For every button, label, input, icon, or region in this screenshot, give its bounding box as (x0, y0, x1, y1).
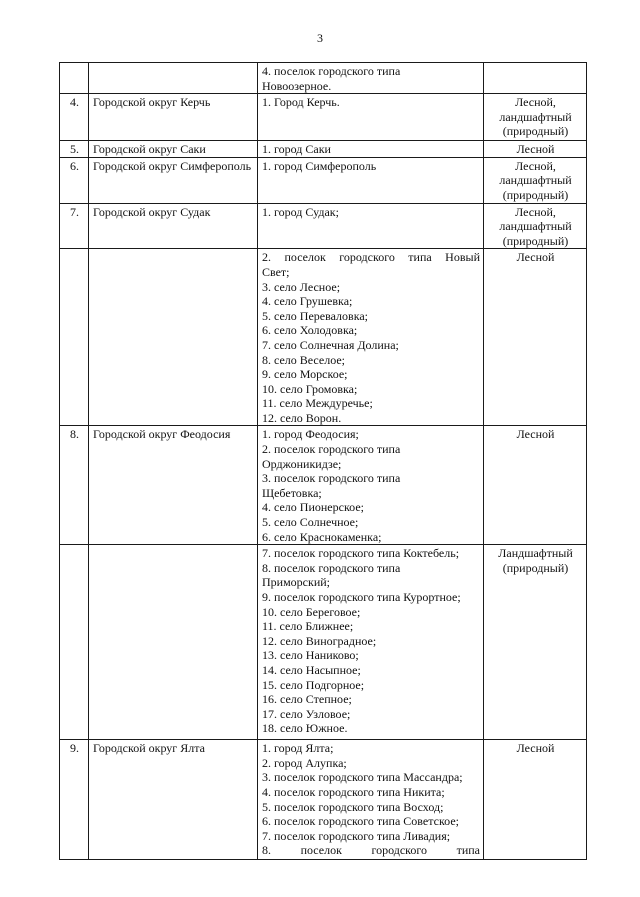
settlement-item: 7. поселок городского типа Ливадия; (262, 828, 451, 843)
row-number: 4. (60, 94, 89, 141)
settlement-item: Щебетовка; (262, 485, 322, 500)
row-number: 6. (60, 157, 89, 203)
settlement-item: 8. поселок городского типа (262, 560, 401, 575)
settlements-list (258, 141, 484, 158)
settlements-list (258, 157, 484, 203)
settlement-item: 10. село Береговое; (262, 604, 361, 619)
settlement-item: Новоозерное. (262, 78, 332, 93)
territory-type: Лесной, ландшафтный (природный) (484, 94, 587, 141)
settlement-item: 2. город Алупка; (262, 755, 347, 770)
settlement-item: 2. поселок городского типа Новый (262, 250, 480, 265)
table-row (60, 426, 587, 545)
settlement-item: 9. поселок городского типа Курортное; (262, 590, 461, 604)
settlement-item: Свет; (262, 264, 290, 279)
table-row (60, 157, 587, 203)
settlement-item: 4. село Грушевка; (262, 294, 353, 309)
settlements-list (258, 249, 484, 426)
page-number: 3 (317, 31, 323, 45)
row-number (60, 63, 89, 94)
settlement-item: 1. Город Керчь. (262, 95, 340, 110)
settlements-list (258, 63, 484, 94)
settlements-list (258, 203, 484, 249)
table-row (60, 249, 587, 426)
table-row (60, 740, 587, 860)
settlement-item: 1. город Саки (262, 142, 331, 157)
settlement-item: 13. село Наниково; (262, 648, 359, 663)
settlement-item: 1. город Судак; (262, 204, 339, 219)
settlement-item: 6. поселок городского типа Советское; (262, 814, 459, 829)
municipality-name: Городской округ Судак (89, 203, 258, 249)
settlement-item: 5. село Солнечное; (262, 515, 359, 530)
settlement-item: 2. поселок городского типа (262, 442, 401, 457)
territory-type (484, 63, 587, 94)
row-number: 7. (60, 203, 89, 249)
settlement-item: 1. город Симферополь (262, 158, 377, 173)
settlements-table (59, 62, 587, 860)
settlement-item: 7. поселок городского типа Коктебель; (262, 546, 460, 561)
settlement-item: 7. село Солнечная Долина; (262, 337, 399, 352)
municipality-name: Городской округ Саки (89, 141, 258, 158)
settlement-item: 11. село Междуречье; (262, 396, 373, 411)
row-number: 8. (60, 426, 89, 545)
settlements-list (258, 94, 484, 141)
settlement-item: 11. село Ближнее; (262, 619, 354, 634)
table-row (60, 203, 587, 249)
municipality-name: Городской округ Керчь (89, 94, 258, 141)
settlement-item: 4. село Пионерское; (262, 500, 364, 515)
row-number: 9. (60, 740, 89, 860)
settlement-item: 8. село Веселое; (262, 352, 346, 367)
municipality-name: Городской округ Феодосия (89, 426, 258, 545)
municipality-name (89, 63, 258, 94)
settlement-item: 4. поселок городского типа (262, 64, 401, 78)
settlement-item: 5. село Переваловка; (262, 308, 369, 323)
settlement-item: 6. село Краснокаменка; (262, 529, 382, 544)
table-body (60, 63, 587, 860)
municipality-name: Городской округ Симферополь (89, 157, 258, 203)
municipality-name (89, 249, 258, 426)
settlement-item: 10. село Громовка; (262, 381, 358, 396)
settlement-item: 18. село Южное. (262, 721, 348, 736)
settlement-item: 3. поселок городского типа Массандра; (262, 770, 463, 785)
settlement-item: Приморский; (262, 575, 331, 590)
table-row (60, 63, 587, 94)
territory-type: Лесной (484, 426, 587, 545)
settlement-item: Орджоникидзе; (262, 456, 342, 471)
settlement-item: 12. село Ворон. (262, 410, 342, 425)
settlement-item: 3. село Лесное; (262, 279, 341, 294)
settlement-item: 8. поселок городского типа (262, 843, 480, 858)
territory-type: Лесной, ландшафтный (природный) (484, 203, 587, 249)
settlement-item: 4. поселок городского типа Никита; (262, 785, 445, 799)
table-row (60, 141, 587, 158)
row-number (60, 249, 89, 426)
municipality-name: Городской округ Ялта (89, 740, 258, 860)
table-row (60, 545, 587, 740)
settlements-list (258, 740, 484, 860)
settlement-item: 5. поселок городского типа Восход; (262, 799, 444, 814)
settlement-item: 15. село Подгорное; (262, 677, 365, 692)
settlements-list (258, 426, 484, 545)
territory-type: Лесной (484, 141, 587, 158)
settlement-item: 6. село Холодовка; (262, 323, 358, 338)
table-row (60, 94, 587, 141)
territory-type: Лесной (484, 249, 587, 426)
settlement-item: 9. село Морское; (262, 367, 348, 382)
settlements-list (258, 545, 484, 740)
territory-type: Ландшафтный (природный) (484, 545, 587, 740)
settlement-item: 16. село Степное; (262, 692, 352, 707)
settlement-item: 14. село Насыпное; (262, 662, 361, 677)
row-number (60, 545, 89, 740)
settlement-item: 3. поселок городского типа (262, 471, 401, 486)
settlement-item: 12. село Виноградное; (262, 633, 377, 648)
settlement-item: 17. село Узловое; (262, 706, 351, 721)
territory-type: Лесной (484, 740, 587, 860)
territory-type: Лесной, ландшафтный (природный) (484, 157, 587, 203)
settlement-item: 1. город Ялта; (262, 741, 334, 756)
settlement-item: 1. город Феодосия; (262, 427, 359, 442)
municipality-name (89, 545, 258, 740)
row-number: 5. (60, 141, 89, 158)
